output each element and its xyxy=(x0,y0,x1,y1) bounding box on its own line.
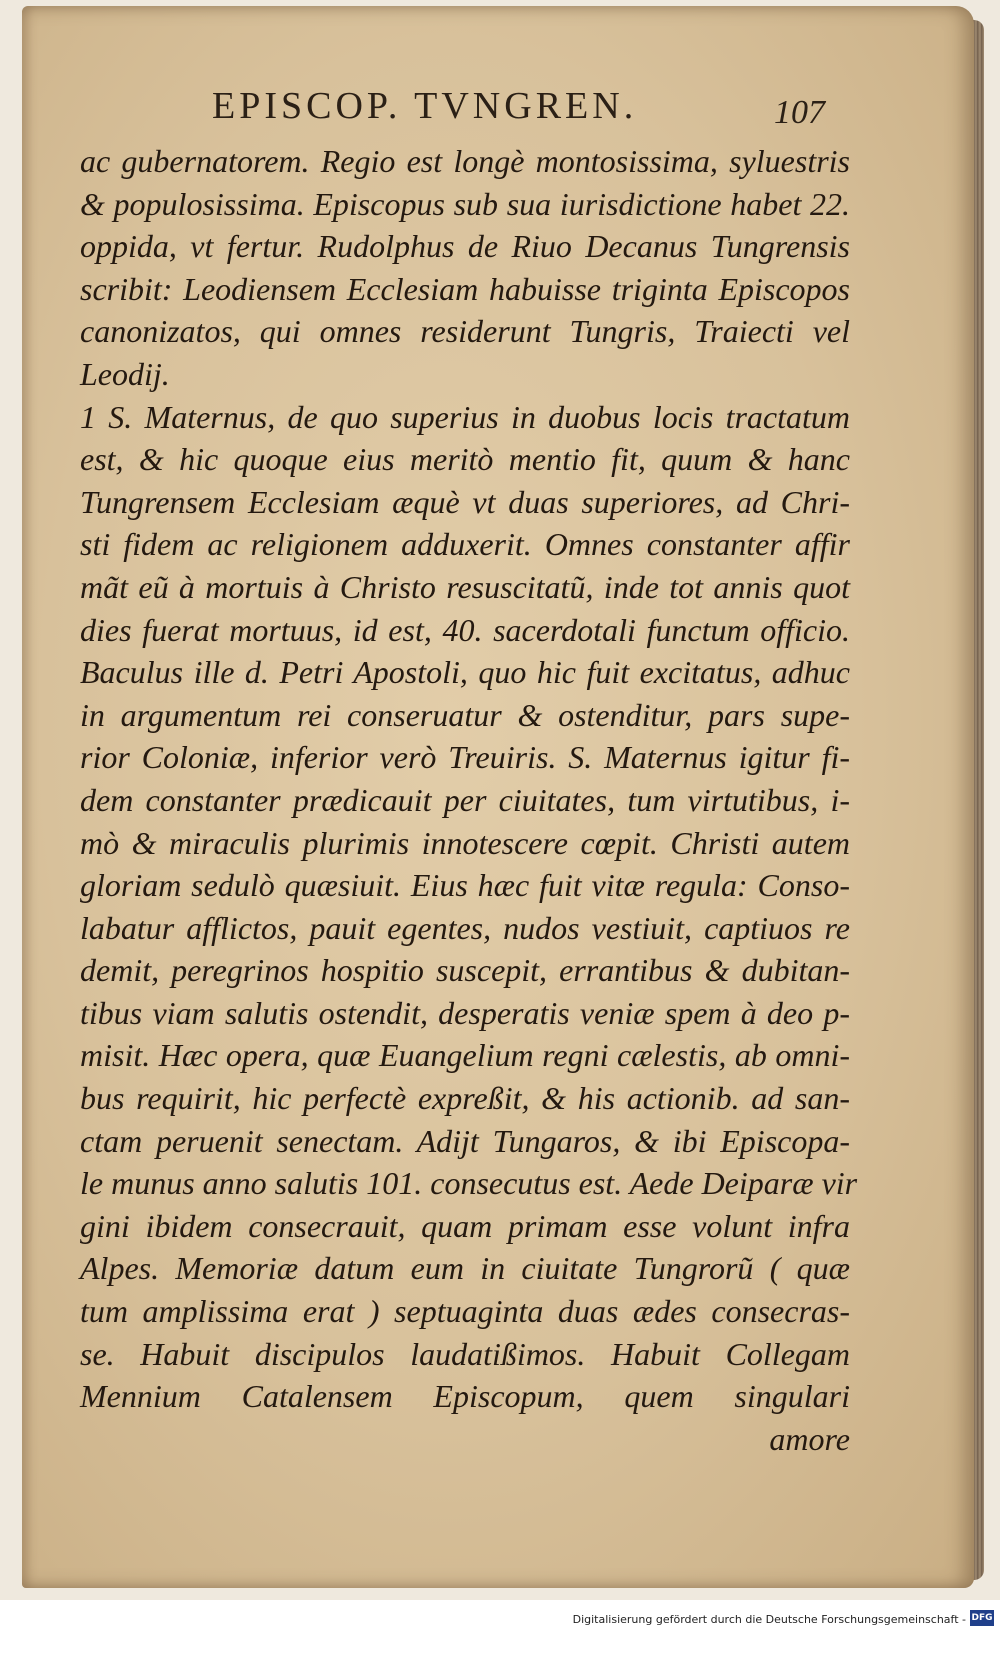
text-line: oppida, vt fertur. Rudolphus de Riuo Decanus Tungrensis xyxy=(80,228,850,265)
dfg-logo: DFG xyxy=(970,1610,994,1626)
catchword: amore xyxy=(769,1420,850,1457)
text-line: scribit: Leodiensem Ecclesiam habuisse triginta Episcopos xyxy=(80,270,850,307)
text-line: gloriam sedulò quæsiuit. Eius hæc fuit vitæ regula: Conso- xyxy=(80,867,850,904)
text-line: le munus anno salutis 101. consecutus est. Aede Deiparæ vir xyxy=(80,1165,858,1202)
text-line: tum amplissima erat ) septuaginta duas ædes consecras- xyxy=(80,1293,850,1330)
text-line: misit. Hæc opera, quæ Euangelium regni cælestis, ab omni- xyxy=(80,1037,850,1074)
text-line: Baculus ille d. Petri Apostoli, quo hic fuit excitatus, adhuc xyxy=(80,654,850,691)
funding-credit: Digitalisierung gefördert durch die Deutsche Forschungsgemeinschaft - xyxy=(572,1613,966,1626)
text-line: se. Habuit discipulos laudatißimos. Habuit Collegam xyxy=(80,1335,850,1372)
text-line: in argumentum rei conseruatur & ostenditur, pars supe- xyxy=(80,696,850,733)
text-line: Leodij. xyxy=(80,355,170,392)
running-title: EPISCOP. TVNGREN. xyxy=(212,85,638,127)
text-line: mò & miraculis plurimis innotescere cœpit. Christi autem xyxy=(80,824,850,861)
text-line: ac gubernatorem. Regio est longè montosissima, syluestris xyxy=(80,143,850,179)
text-line: Alpes. Memoriæ datum eum in ciuitate Tungrorũ ( quæ xyxy=(80,1250,850,1287)
text-line: bus requirit, hic perfectè expreßit, & his actionib. ad san- xyxy=(80,1080,850,1117)
text-line: Mennium Catalensem Episcopum, quem singulari xyxy=(80,1378,850,1415)
text-line: demit, peregrinos hospitio suscepit, errantibus & dubitan- xyxy=(80,952,850,989)
text-line: labatur afflictos, pauit egentes, nudos vestiuit, captiuos re xyxy=(80,909,850,946)
body-text xyxy=(80,140,858,1460)
text-line: ctam peruenit senectam. Adijt Tungaros, & ibi Episcopa- xyxy=(80,1122,850,1159)
book-page xyxy=(22,6,974,1588)
text-line: canonizatos, qui omnes residerunt Tungris, Traiecti vel xyxy=(80,313,850,350)
text-line: 1 S. Maternus, de quo superius in duobus locis tractatum xyxy=(80,398,850,435)
text-line: sti fidem ac religionem adduxerit. Omnes constanter affir xyxy=(80,526,850,563)
text-line: est, & hic quoque eius meritò mentio fit, quum & hanc xyxy=(80,441,850,478)
text-line: dem constanter prædicauit per ciuitates, tum virtutibus, i- xyxy=(80,781,850,818)
text-line: tibus viam salutis ostendit, desperatis veniæ spem à deo p- xyxy=(80,994,850,1031)
digitization-footer xyxy=(0,1600,1000,1661)
text-line: dies fuerat mortuus, id est, 40. sacerdotali functum officio. xyxy=(80,611,850,648)
text-line: Tungrensem Ecclesiam æquè vt duas superiores, ad Chri- xyxy=(80,483,850,520)
page-number: 107 xyxy=(774,94,825,131)
text-line: rior Coloniæ, inferior verò Treuiris. S. Maternus igitur fi- xyxy=(80,739,850,776)
text-line: & populosissima. Episcopus sub sua iurisdictione habet 22. xyxy=(80,185,850,222)
text-line: mãt eũ à mortuis à Christo resuscitatũ, inde tot annis quot xyxy=(80,568,850,605)
text-line: gini ibidem consecrauit, quam primam esse volunt infra xyxy=(80,1207,850,1244)
